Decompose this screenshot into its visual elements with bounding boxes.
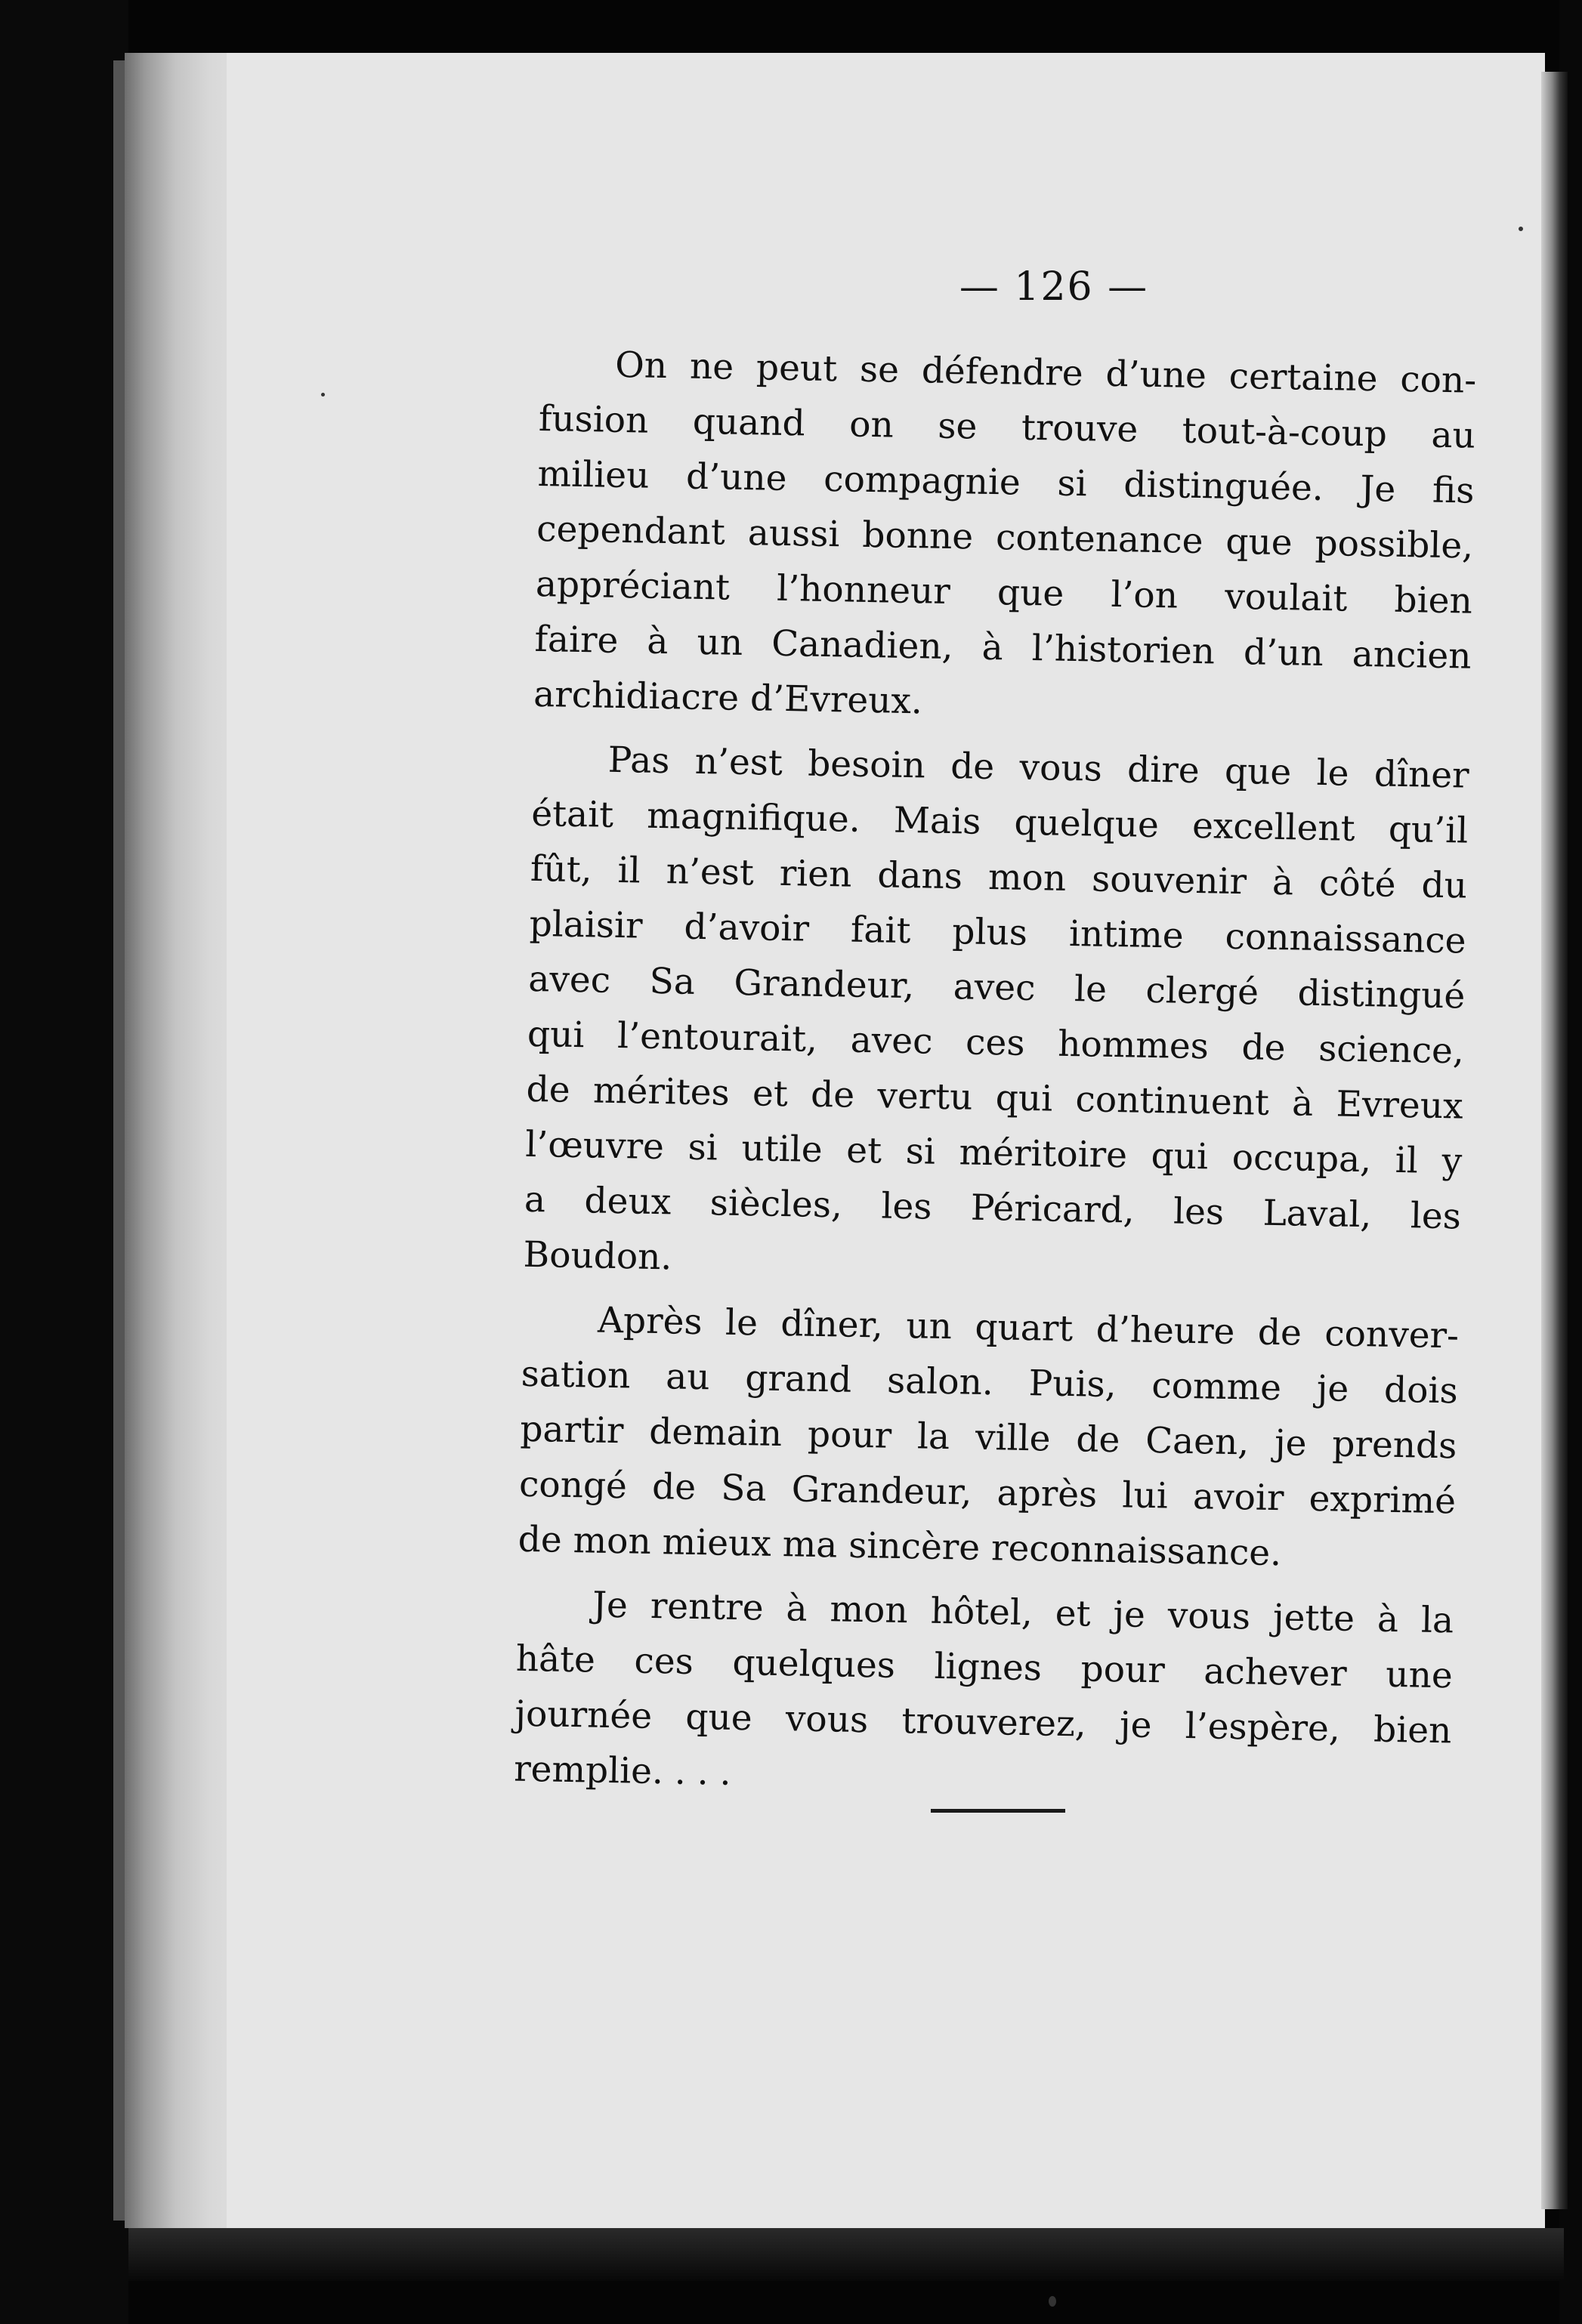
text-line: plaisir d’avoir fait plus intime connaissance xyxy=(529,903,1467,962)
text-line: de mon mieux ma sincère reconnaissance. xyxy=(518,1518,1282,1575)
dust-speck xyxy=(1519,227,1523,231)
dust-speck xyxy=(1049,2296,1056,2307)
scan-margin-left xyxy=(0,0,128,2324)
text-line: cependant aussi bonne contenance que possible, xyxy=(536,508,1474,567)
paragraph xyxy=(523,731,1469,1300)
page-number: — 126 — xyxy=(959,264,1149,310)
text-line: journée que vous trouverez, je l’espère, bien xyxy=(514,1693,1452,1752)
page-bottom-edge xyxy=(128,2228,1564,2281)
book-spine-shadow xyxy=(125,53,238,2228)
text-line: a deux siècles, les Péricard, les Laval, les xyxy=(524,1178,1462,1238)
paragraph xyxy=(518,1292,1459,1585)
text-line: de mérites et de vertu qui continuent à Evreux xyxy=(526,1068,1464,1128)
text-line: qui l’entourait, avec ces hommes de science, xyxy=(527,1013,1465,1072)
text-line: On ne peut se défendre d’une certaine con- xyxy=(614,344,1477,402)
text-line: Boudon. xyxy=(523,1233,672,1279)
text-line: Pas n’est besoin de vous dire que le dîner xyxy=(607,739,1470,797)
text-line: milieu d’une compagnie si distinguée. Je fis xyxy=(537,452,1475,512)
text-line: faire à un Canadien, à l’historien d’un ancien xyxy=(534,618,1472,677)
text-line: sation au grand salon. Puis, comme je dois xyxy=(521,1353,1459,1412)
text-line: fût, il n’est rien dans mon souvenir à côté du xyxy=(530,847,1468,907)
text-line: avec Sa Grandeur, avec le clergé distingué xyxy=(527,958,1466,1017)
text-line: fusion quand on se trouve tout-à-coup au xyxy=(538,397,1476,457)
paragraph xyxy=(533,336,1477,739)
text-line: était magnifique. Mais quelque excellent qu’il xyxy=(530,792,1469,852)
dust-speck xyxy=(321,393,325,397)
page-stack-edge xyxy=(1541,72,1568,2209)
page-body-text xyxy=(513,336,1476,1822)
text-line: congé de Sa Grandeur, après lui avoir exprimé xyxy=(518,1463,1457,1523)
text-line: l’œuvre si utile et si méritoire qui occupa, il y xyxy=(524,1123,1463,1183)
text-line: archidiacre d’Evreux. xyxy=(533,673,923,723)
text-line: partir demain pour la ville de Caen, je prends xyxy=(519,1408,1457,1468)
text-line: hâte ces quelques lignes pour achever une xyxy=(515,1637,1454,1697)
text-line: remplie. . . . xyxy=(513,1748,732,1794)
text-line: Après le dîner, un quart d’heure de conver- xyxy=(597,1299,1460,1357)
paragraph xyxy=(514,1576,1454,1814)
text-line: appréciant l’honneur que l’on voulait bien xyxy=(535,563,1473,622)
text-line: Je rentre à mon hôtel, et je vous jette à la xyxy=(592,1584,1454,1642)
end-rule xyxy=(931,1809,1065,1813)
